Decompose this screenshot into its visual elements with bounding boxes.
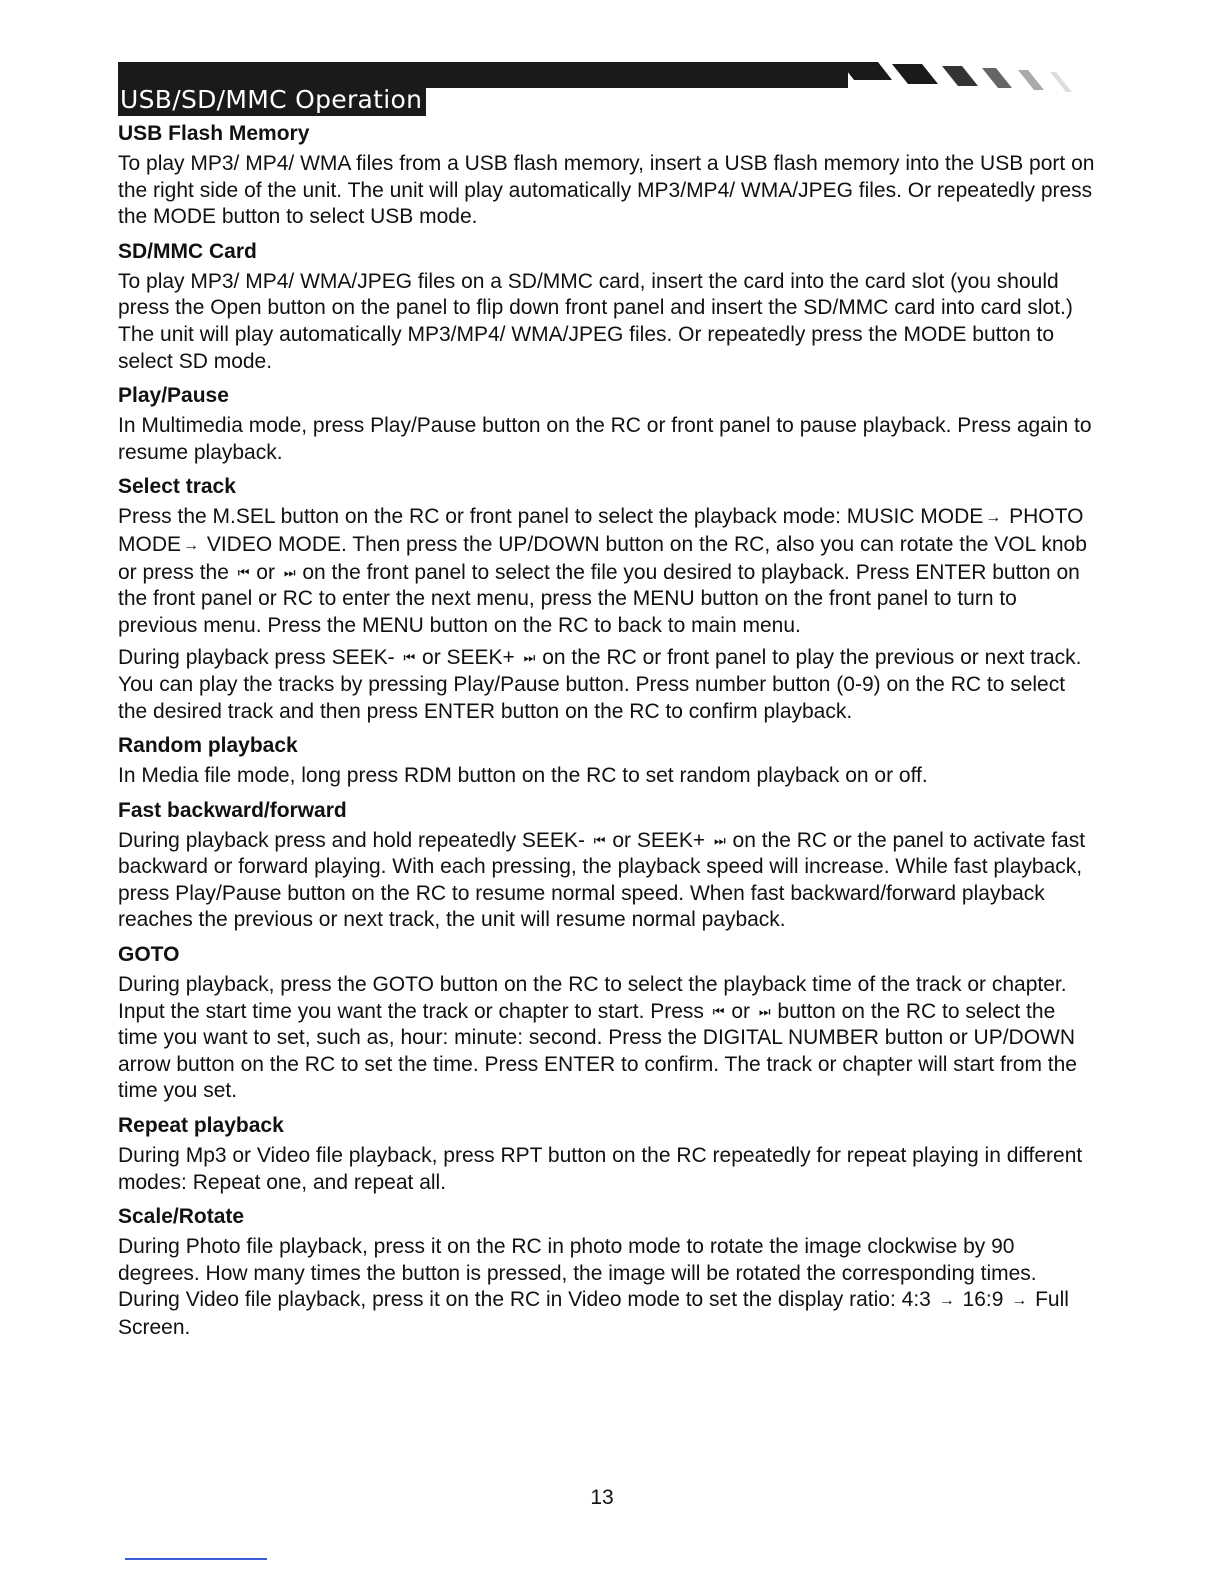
section-paragraph: Press the M.SEL button on the RC or front panel to select the playback mode: MUSIC MODE → PHOTO MODE → VIDEO MODE. Then press the UP/DOWN button on the RC, also you can rotate the VOL knob or press the ⏮ or ⏭ on the front panel to select the file you desired to playback. Press ENTER button on the front panel or RC to enter the next menu, press the MENU button on the front panel to turn to previous menu. Press the MENU button on the RC to back to main menu. xyxy=(118,505,1087,637)
content xyxy=(118,119,1098,1348)
section-paragraph: During playback press SEEK- ⏮ or SEEK+ ⏭ on the RC or front panel to play the previous or next track. You can play the tracks by pressing Play/Pause button. Press number button (0-9) on the RC to select the desired track and then press ENTER button on the RC to confirm playback. xyxy=(118,646,1082,723)
page-number: 13 xyxy=(590,1486,614,1509)
section-heading: Select track xyxy=(118,475,236,499)
section-goto xyxy=(118,940,1098,1105)
arrow-right-icon: → xyxy=(938,1292,955,1310)
arrow-right-icon: → xyxy=(183,536,199,554)
section-paragraph: To play MP3/ MP4/ WMA/JPEG files on a SD/MMC card, insert the card into the card slot (you should press the Open button on the panel to flip down front panel and insert the SD/MMC card into card slot.) The unit will play automatically MP3/MP4/ WMA/JPEG files. Or repeatedly press the MODE button to select SD mode. xyxy=(118,269,1073,373)
section-select-track xyxy=(118,472,1098,725)
page-title: USB/SD/MMC Operation xyxy=(118,84,426,116)
arrow-right-icon: → xyxy=(985,509,1002,527)
header-stripes-decoration xyxy=(840,58,1080,94)
skip-previous-icon: ⏮ xyxy=(712,1003,723,1019)
section-play-pause xyxy=(118,381,1098,466)
section-paragraph: During playback press and hold repeatedly SEEK- ⏮ or SEEK+ ⏭ on the RC or the panel to activate fast backward or forward playing. With each pressing, the playback speed will increase. While fast playback, press Play/Pause button on the RC to resume normal speed. When fast backward/forward playback reaches the previous or next track, the unit will resume normal payback. xyxy=(118,828,1086,932)
section-paragraph: In Multimedia mode, press Play/Pause button on the RC or front panel to pause playback. Press again to resume playback. xyxy=(118,414,1092,464)
skip-previous-icon: ⏮ xyxy=(593,832,604,848)
section-paragraph: During Photo file playback, press it on the RC in photo mode to rotate the image clockwise by 90 degrees. How many times the button is pressed, the image will be rotated the corresponding times. xyxy=(118,1235,1037,1285)
section-heading: Play/Pause xyxy=(118,384,229,408)
skip-next-icon: ⏭ xyxy=(523,650,534,666)
section-paragraph: To play MP3/ MP4/ WMA files from a USB flash memory, insert a USB flash memory into the USB port on the right side of the unit. The unit will play automatically MP3/MP4/ WMA/JPEG files. Or repeatedly press the MODE button to select USB mode. xyxy=(118,152,1095,229)
section-heading: GOTO xyxy=(118,943,180,967)
section-fast-backward-forward xyxy=(118,796,1098,934)
section-sd-mmc-card xyxy=(118,237,1098,375)
section-heading: Scale/Rotate xyxy=(118,1205,245,1229)
skip-next-icon: ⏭ xyxy=(713,832,724,848)
arrow-right-icon: → xyxy=(1011,1292,1028,1310)
section-heading: USB Flash Memory xyxy=(118,122,310,145)
section-heading: Fast backward/forward xyxy=(118,798,347,822)
section-heading: Random playback xyxy=(118,734,298,758)
section-usb-flash-memory xyxy=(118,119,1098,231)
footer-line xyxy=(125,1558,267,1560)
section-heading: Repeat playback xyxy=(118,1114,284,1138)
skip-next-icon: ⏭ xyxy=(283,564,294,580)
skip-next-icon: ⏭ xyxy=(758,1003,769,1019)
section-paragraph: During Mp3 or Video file playback, press RPT button on the RC repeatedly for repeat playing in different modes: Repeat one, and repeat all. xyxy=(118,1144,1083,1194)
section-random-playback xyxy=(118,731,1098,790)
section-paragraph: During playback, press the GOTO button on the RC to select the playback time of the track or chapter. Input the start time you want the track or chapter to start. Press ⏮ or ⏭ button on the RC to select the time you want to set, such as, hour: minute: second. Press the DIGITAL NUMBER button or UP/DOWN arrow button on the RC to set the time. Press ENTER to confirm. The track or chapter will start from the time you set. xyxy=(118,973,1077,1103)
section-repeat-playback xyxy=(118,1111,1098,1196)
section-paragraph: During Video file playback, press it on the RC in Video mode to set the display ratio: 4:3 → 16:9 → Full Screen. xyxy=(118,1288,1069,1339)
section-heading: SD/MMC Card xyxy=(118,239,257,263)
skip-previous-icon: ⏮ xyxy=(237,564,248,580)
section-paragraph: In Media file mode, long press RDM button on the RC to set random playback on or off. xyxy=(118,764,928,788)
skip-previous-icon: ⏮ xyxy=(403,650,414,666)
section-scale-rotate xyxy=(118,1202,1098,1341)
